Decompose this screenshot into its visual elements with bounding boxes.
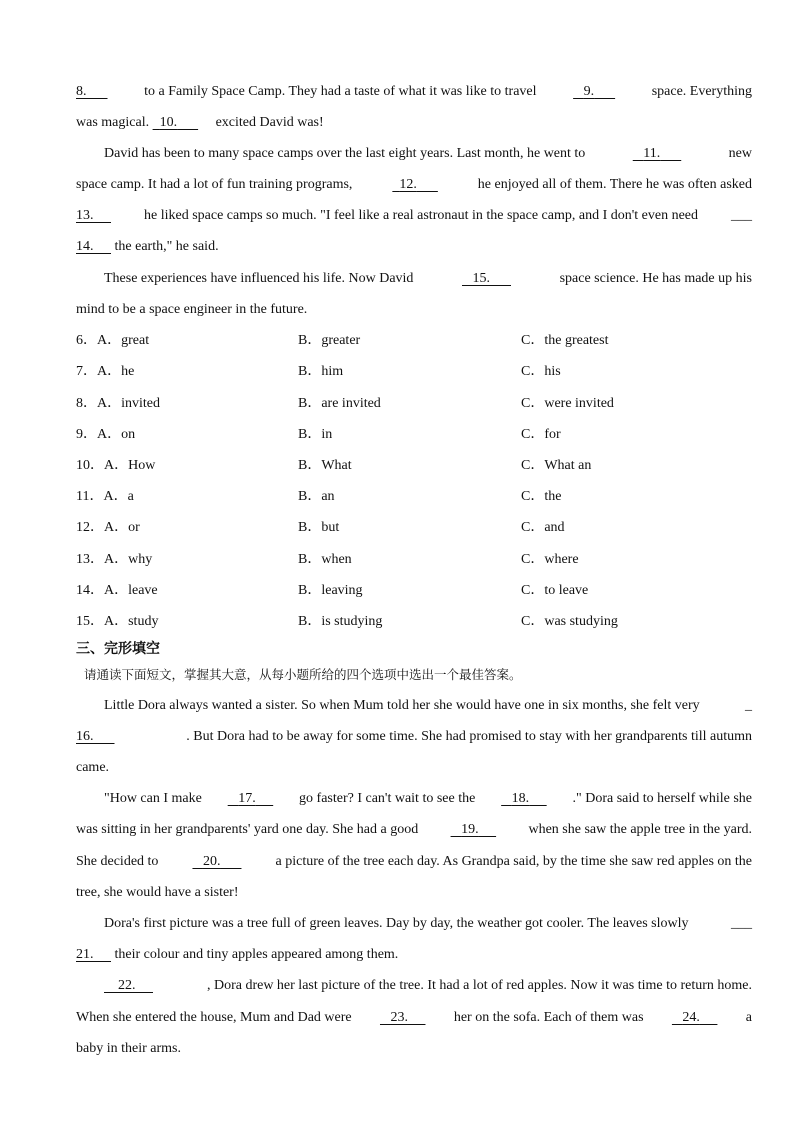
blank-23: 23.: [390, 1010, 408, 1025]
option-11-c[interactable]: C．the: [521, 489, 562, 504]
passage2-line-6: [76, 853, 752, 871]
option-10-c[interactable]: C．What an: [521, 458, 592, 473]
passage-text: her on the sofa. Each of them was: [450, 1010, 648, 1025]
option-8-c[interactable]: C．were invited: [521, 396, 614, 411]
option-13-b[interactable]: B．when: [298, 552, 352, 567]
passage1-line-7: [104, 270, 752, 288]
option-7-b[interactable]: B．him: [298, 364, 344, 379]
passage-text: came.: [76, 760, 110, 775]
passage1-line-2: [76, 114, 752, 132]
option-9-a[interactable]: 9．A．on: [76, 427, 136, 442]
passage-text: space camp. It had a lot of fun training programs,: [76, 177, 356, 192]
option-9-c[interactable]: C．for: [521, 427, 561, 442]
option-12-c[interactable]: C．and: [521, 520, 565, 535]
passage-text: space science. He has made up his: [556, 271, 752, 286]
passage-text: was magical.: [76, 115, 153, 130]
passage-text: She decided to: [76, 854, 162, 869]
option-14-c[interactable]: C．to leave: [521, 583, 589, 598]
blank-18: 18.: [511, 791, 530, 806]
blank-14: 14.: [76, 239, 94, 254]
passage-text: David has been to many space camps over the last eight years. Last month, he went to: [104, 146, 589, 161]
passage-text: go faster? I can't wait to see the: [295, 791, 479, 806]
passage-text: he enjoyed all of them. There he was often asked: [474, 177, 752, 192]
passage-text: These experiences have influenced his life. Now David: [104, 271, 417, 286]
passage-text: space. Everything: [648, 84, 752, 99]
option-10-a[interactable]: 10．A．How: [76, 458, 156, 473]
option-6-b[interactable]: B．greater: [298, 333, 361, 348]
blank-12: 12.: [399, 177, 417, 192]
passage1-line-3: [104, 145, 752, 163]
blank-11: 11.: [643, 146, 661, 161]
blank-13: 13.: [76, 208, 94, 223]
passage-text: he liked space camps so much. "I feel like a real astronaut in the space camp, and I don't even need: [140, 208, 702, 223]
option-13-c[interactable]: C．where: [521, 552, 579, 567]
passage2-line-3: [76, 759, 752, 777]
passage-text: a: [742, 1010, 752, 1025]
blank-8: 8.: [76, 84, 87, 99]
passage1-line-4: [76, 176, 752, 194]
option-7-c[interactable]: C．his: [521, 364, 561, 379]
blank-17: 17.: [238, 791, 256, 806]
section-heading: 三、完形填空: [76, 641, 160, 657]
passage2-line-1: [104, 697, 752, 715]
blank-lead: ___: [731, 916, 752, 931]
blank-lead: ___: [731, 208, 752, 223]
section-instruction: 请通读下面短文，掌握其大意，从每小题所给的四个选项中选出一个最佳答案。: [84, 667, 522, 682]
passage-text: mind to be a space engineer in the future.: [76, 302, 308, 317]
passage-text: to a Family Space Camp. They had a taste of what it was like to travel: [140, 84, 541, 99]
passage1-line-1: [76, 83, 752, 101]
passage1-line-6: [76, 238, 752, 256]
passage-text: , Dora drew her last picture of the tree. It had a lot of red apples. Now it was time to return home.: [203, 978, 752, 993]
passage2-line-7: [76, 884, 752, 902]
passage-text: tree, she would have a sister!: [76, 885, 239, 900]
passage-text: the earth," he said.: [111, 239, 219, 254]
option-14-a[interactable]: 14．A．leave: [76, 583, 158, 598]
blank-22: 22.: [118, 978, 136, 993]
option-15-b[interactable]: B．is studying: [298, 614, 383, 629]
passage-text: ." Dora said to herself while she: [569, 791, 752, 806]
passage-text: new: [725, 146, 752, 161]
option-8-a[interactable]: 8．A．invited: [76, 396, 160, 411]
option-13-a[interactable]: 13．A．why: [76, 552, 153, 567]
passage2-line-10: [104, 977, 752, 995]
blank-15: 15.: [472, 271, 490, 286]
passage-text: Little Dora always wanted a sister. So when Mum told her she would have one in six months, she felt very: [104, 698, 704, 713]
option-11-b[interactable]: B．an: [298, 489, 335, 504]
option-11-a[interactable]: 11．A．a: [76, 489, 134, 504]
passage-text: Dora's first picture was a tree full of green leaves. Day by day, the weather got cooler. The leaves slowly: [104, 916, 692, 931]
passage2-line-4: [104, 790, 752, 808]
blank-lead: _: [745, 698, 752, 713]
passage-text: baby in their arms.: [76, 1041, 181, 1056]
passage2-line-9: [76, 946, 752, 964]
blank-10: 10.: [159, 115, 178, 130]
passage-text: When she entered the house, Mum and Dad were: [76, 1010, 356, 1025]
blank-21: 21.: [76, 947, 94, 962]
passage-text: their colour and tiny apples appeared among them.: [111, 947, 399, 962]
passage2-line-2: [76, 728, 752, 746]
option-9-b[interactable]: B．in: [298, 427, 333, 442]
option-12-a[interactable]: 12．A．or: [76, 520, 140, 535]
blank-24: 24.: [682, 1010, 700, 1025]
option-6-c[interactable]: C．the greatest: [521, 333, 609, 348]
passage-text: a picture of the tree each day. As Grandpa said, by the time she saw red apples on the: [272, 854, 752, 869]
option-12-b[interactable]: B．but: [298, 520, 340, 535]
passage-text: . But Dora had to be away for some time. She had promised to stay with her grandparents till autumn: [182, 729, 752, 744]
blank-9: 9.: [583, 84, 595, 99]
passage-text: when she saw the apple tree in the yard.: [524, 822, 752, 837]
passage-text: excited David was!: [212, 115, 324, 130]
blank-19: 19.: [461, 822, 479, 837]
blank-16: 16.: [76, 729, 94, 744]
passage2-line-5: [76, 821, 752, 839]
option-8-b[interactable]: B．are invited: [298, 396, 381, 411]
blank-20: 20.: [202, 854, 221, 869]
option-14-b[interactable]: B．leaving: [298, 583, 363, 598]
passage2-line-11: [76, 1009, 752, 1027]
passage-text: "How can I make: [104, 791, 206, 806]
option-6-a[interactable]: 6．A．great: [76, 333, 150, 348]
passage2-line-8: [104, 915, 752, 933]
passage-text: was sitting in her grandparents' yard one day. She had a good: [76, 822, 422, 837]
option-7-a[interactable]: 7．A．he: [76, 364, 135, 379]
passage1-line-5: [76, 207, 752, 225]
passage1-line-8: [76, 301, 752, 319]
passage2-line-12: [76, 1040, 752, 1058]
option-10-b[interactable]: B．What: [298, 458, 352, 473]
option-15-c[interactable]: C．was studying: [521, 614, 618, 629]
option-15-a[interactable]: 15．A．study: [76, 614, 159, 629]
